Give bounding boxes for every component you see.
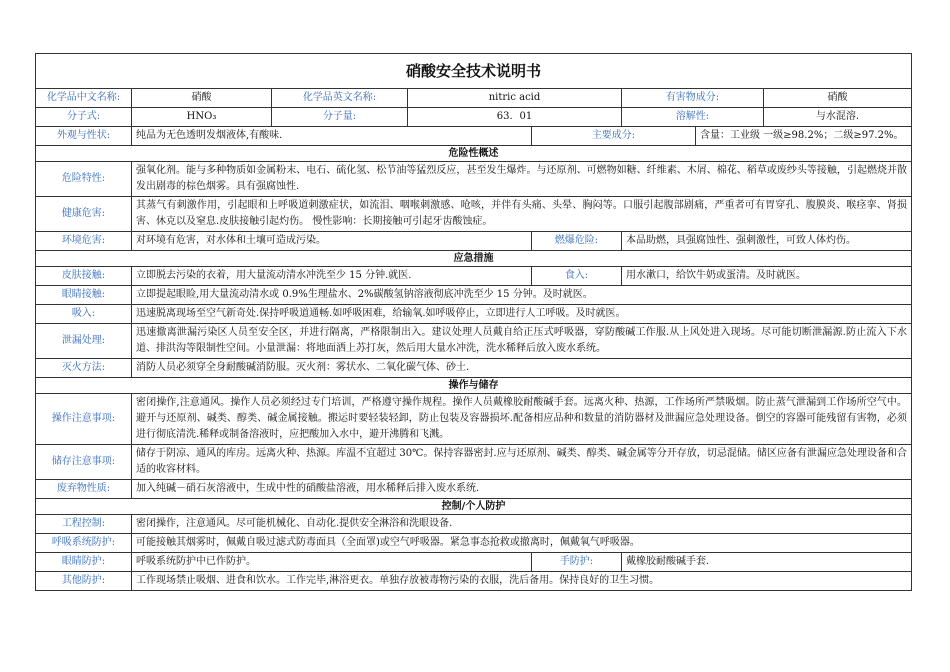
env-value: 对环境有危害，对水体和土壤可造成污染。	[132, 232, 532, 251]
ingest-value: 用水漱口，给饮牛奶或蛋清。及时就医。	[622, 267, 912, 286]
engineering-value: 密闭操作，注意通风。尽可能机械化、自动化.提供安全淋浴和洗眼设备.	[132, 515, 912, 534]
hazard-component-label: 有害物成分:	[622, 89, 764, 108]
hand-protection-value: 戴橡胶耐酸碱手套.	[622, 553, 912, 572]
cn-name-value: 硝酸	[132, 89, 272, 108]
env-label: 环境危害:	[36, 232, 132, 251]
leak-label: 泄漏处理:	[36, 324, 132, 359]
component-value: 含量：工业级 一级≥98.2%；二级≥97.2%。	[696, 127, 912, 146]
skin-label: 皮肤接触:	[36, 267, 132, 286]
solubility-label: 溶解性:	[622, 108, 764, 127]
appearance-label: 外观与性状:	[36, 127, 132, 146]
health-value: 其蒸气有刺激作用，引起眼和上呼吸道刺激症状，如流泪、咽喉刺激感、呛咳，并伴有头痛、头晕、胸闷等。口服引起腹部剧痛，严重者可有胃穿孔、腹膜炎、喉痉挛、肾损害、休克以及窒息.皮肤接触引起灼伤。 慢性影响：长期接触可引起牙齿酸蚀症。	[132, 197, 912, 232]
page-title: 硝酸安全技术说明书	[36, 54, 912, 89]
inhale-label: 吸入:	[36, 305, 132, 324]
waste-value: 加入纯碱－硝石灰溶液中，生成中性的硝酸盐溶液，用水稀释后排入废水系统.	[132, 480, 912, 499]
other-protection-label: 其他防护:	[36, 572, 132, 591]
hazard-component-value: 硝酸	[764, 89, 912, 108]
section-protection-heading: 控制/个人防护	[36, 499, 912, 515]
section-emergency-heading: 应急措施	[36, 251, 912, 267]
operate-label: 操作注意事项:	[36, 394, 132, 445]
operate-value: 密闭操作,注意通风。操作人员必须经过专门培训，严格遵守操作规程。操作人员戴橡胶耐酸碱手套。远离火种、热源，工作场所严禁吸烟。防止蒸气泄漏到工作场所空气中。避开与还原剂、碱类、醇类、碱金属接触。搬运时要轻装轻卸，防止包装及容器损坏.配备相应品种和数量的消防器材及泄漏应急处理设备。倒空的容器可能残留有害物，必须进行彻底清洗.稀释或制备溶液时，应把酸加入水中，避开沸腾和飞溅。	[132, 394, 912, 445]
storage-label: 储存注意事项:	[36, 445, 132, 480]
respiratory-value: 可能接触其烟雾时，佩戴自吸过滤式防毒面具（全面罩)或空气呼吸器。紧急事态抢救或撤离时，佩戴氧气呼吸器。	[132, 534, 912, 553]
cn-name-label: 化学品中文名称:	[36, 89, 132, 108]
hand-protection-label: 手防护:	[532, 553, 622, 572]
storage-value: 储存于阴凉、通风的库房。远离火种、热源。库温不宜超过 30℃。保持容器密封.应与还原剂、碱类、醇类、碱金属等分开存放，切忌混储。储区应备有泄漏应急处理设备和合适的收容材料。	[132, 445, 912, 480]
en-name-value: nitric acid	[408, 89, 622, 108]
mw-value: 63．01	[408, 108, 622, 127]
section-hazard-heading: 危险性概述	[36, 146, 912, 162]
respiratory-label: 呼吸系统防护:	[36, 534, 132, 553]
ingest-label: 食入:	[532, 267, 622, 286]
solubility-value: 与水混溶.	[764, 108, 912, 127]
inhale-value: 迅速脱离现场至空气新奇处.保持呼吸道通畅.如呼吸困难，给输氧.如呼吸停止，立即进行人工呼吸。及时就医。	[132, 305, 912, 324]
danger-label: 危险特性:	[36, 162, 132, 197]
skin-value: 立即脱去污染的衣着，用大量流动清水冲洗至少 15 分钟.就医.	[132, 267, 532, 286]
fire-value: 本品助燃，具强腐蚀性、强刺激性，可致人体灼伤。	[622, 232, 912, 251]
msds-table	[35, 53, 912, 591]
eye-protection-value: 呼吸系统防护中已作防护。	[132, 553, 532, 572]
health-label: 健康危害:	[36, 197, 132, 232]
other-protection-value: 工作现场禁止吸烟、进食和饮水。工作完毕,淋浴更衣。单独存放被毒物污染的衣服，洗后备用。保持良好的卫生习惯。	[132, 572, 912, 591]
eye-contact-label: 眼睛接触:	[36, 286, 132, 305]
en-name-label: 化学品英文名称:	[272, 89, 408, 108]
section-handling-heading: 操作与储存	[36, 378, 912, 394]
waste-label: 废弃物性质:	[36, 480, 132, 499]
eye-protection-label: 眼睛防护:	[36, 553, 132, 572]
appearance-value: 纯品为无色透明发烟液体,有酸味.	[132, 127, 532, 146]
fire-label: 燃爆危险:	[532, 232, 622, 251]
msds-sheet	[35, 53, 911, 591]
formula-value: HNO₃	[132, 108, 272, 127]
formula-label: 分子式:	[36, 108, 132, 127]
extinguish-label: 灭火方法:	[36, 359, 132, 378]
component-label: 主要成分:	[532, 127, 696, 146]
eye-contact-value: 立即提起眼睑,用大量流动清水或 0.9%生理盐水、2%碳酸氢钠溶液彻底冲洗至少 15 分钟。及时就医。	[132, 286, 912, 305]
leak-value: 迅速撤离泄漏污染区人员至安全区，并进行隔离，严格限制出入。建议处理人员戴自给正压式呼吸器，穿防酸碱工作服.从上风处进入现场。尽可能切断泄漏源.防止流入下水道、排洪沟等限制性空间。小量泄漏：将地面洒上苏打灰，然后用大量水冲洗，洗水稀释后放入废水系统。	[132, 324, 912, 359]
mw-label: 分子量:	[272, 108, 408, 127]
engineering-label: 工程控制:	[36, 515, 132, 534]
extinguish-value: 消防人员必须穿全身耐酸碱消防服。灭火剂：雾状水、二氧化碳气体、砂土.	[132, 359, 912, 378]
danger-value: 强氧化剂。能与多种物质如金属粉末、电石、硫化氢、松节油等猛烈反应，甚至发生爆炸。与还原剂、可燃物如糖、纤维素、木屑、棉花、稻草或废纱头等接触，引起燃烧并散发出剧毒的棕色烟雾。具有强腐蚀性.	[132, 162, 912, 197]
